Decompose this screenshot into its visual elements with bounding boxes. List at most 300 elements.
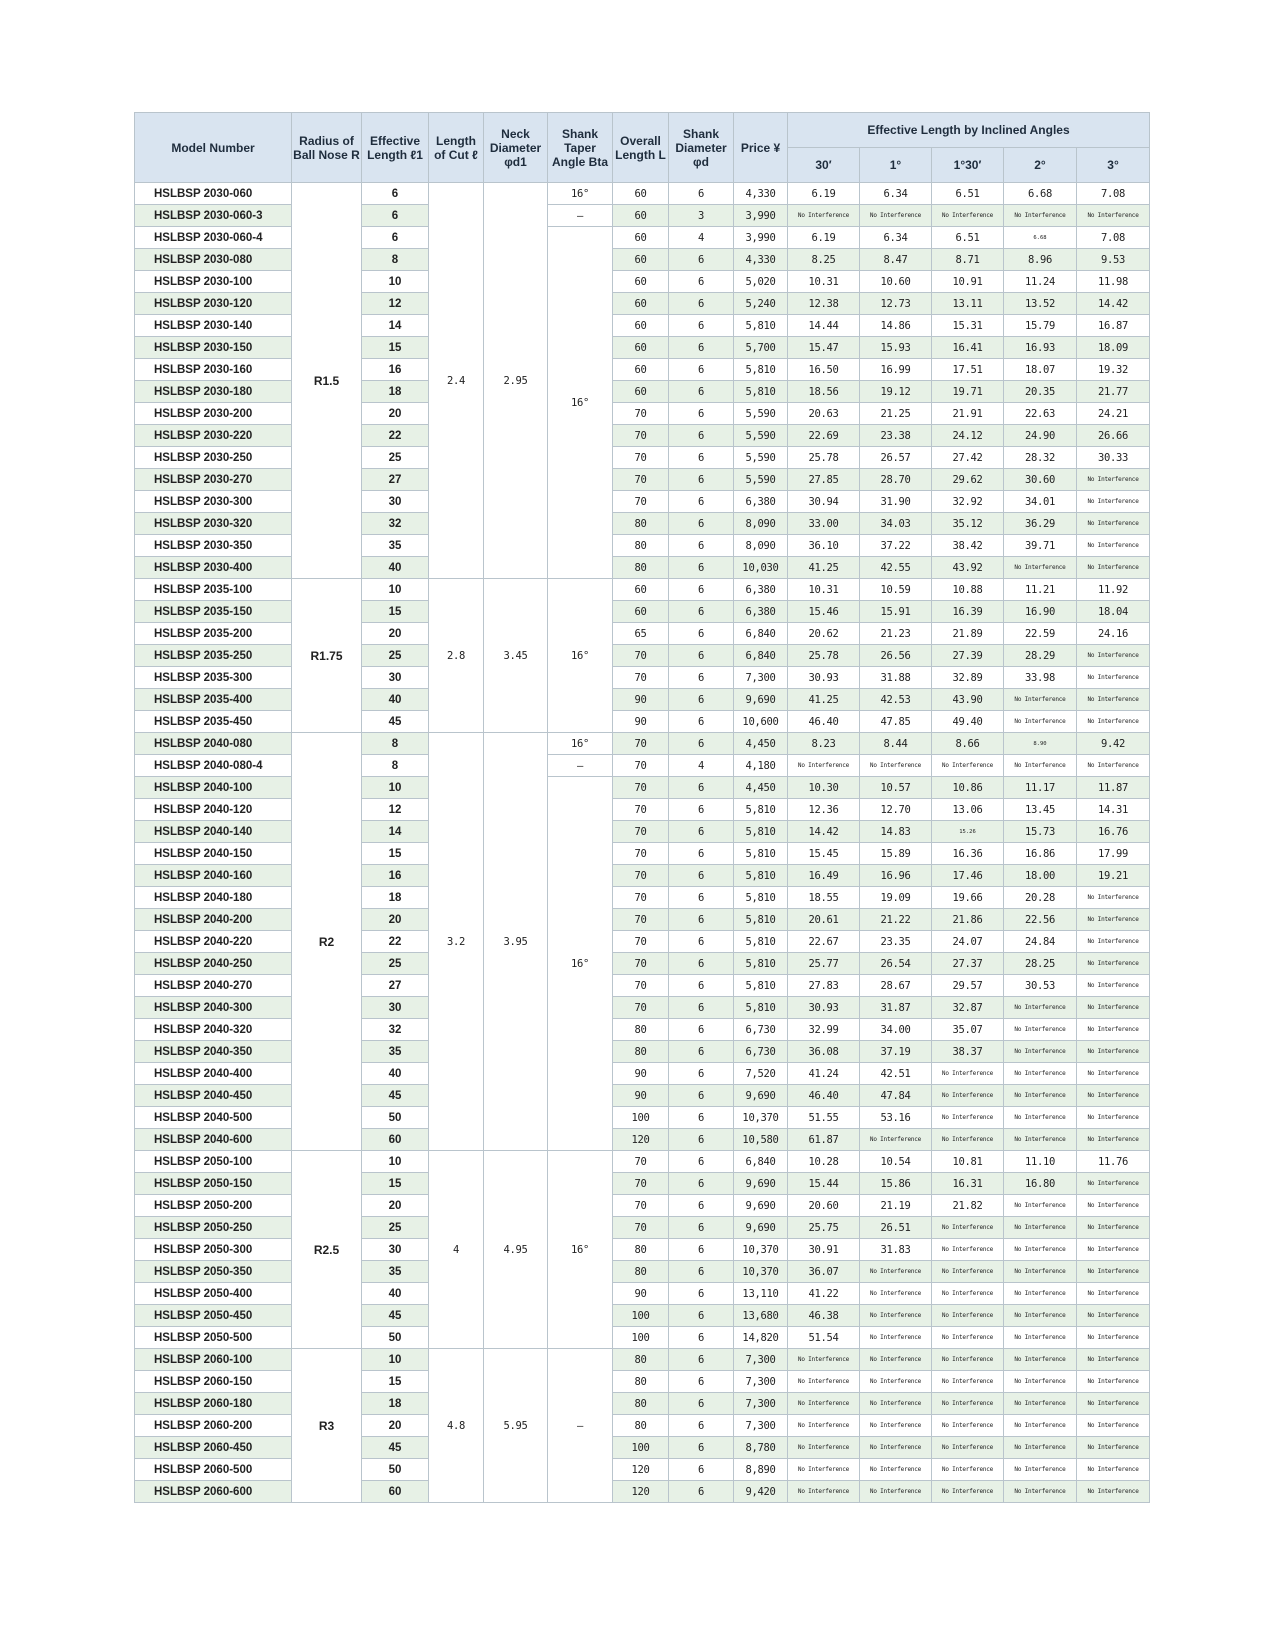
price-cell: 5,810	[734, 799, 788, 821]
price-cell: 5,590	[734, 447, 788, 469]
table-row	[135, 799, 1150, 821]
inclined-length-cell: No Interference	[1004, 1371, 1077, 1393]
inclined-length-cell: 23.38	[860, 425, 932, 447]
neck-diameter-cell: 3.45	[484, 579, 548, 733]
price-cell: 9,690	[734, 1173, 788, 1195]
length-of-cut-cell: 4	[429, 1151, 484, 1349]
table-row	[135, 1481, 1150, 1503]
inclined-length-cell: No Interference	[1004, 1459, 1077, 1481]
effective-length-cell: 15	[362, 1371, 429, 1393]
table-row	[135, 1393, 1150, 1415]
model-number-cell: HSLBSP 2030-060-3	[135, 205, 292, 227]
model-number-cell: HSLBSP 2040-100	[135, 777, 292, 799]
inclined-length-cell: No Interference	[788, 755, 860, 777]
inclined-length-cell: 6.68	[1004, 183, 1077, 205]
inclined-length-cell: 16.31	[932, 1173, 1004, 1195]
effective-length-cell: 25	[362, 645, 429, 667]
overall-length-cell: 60	[613, 337, 669, 359]
effective-length-cell: 35	[362, 1261, 429, 1283]
inclined-length-cell: 27.85	[788, 469, 860, 491]
radius-cell: R1.5	[292, 183, 362, 579]
header-price: Price ¥	[734, 113, 788, 183]
overall-length-cell: 70	[613, 931, 669, 953]
inclined-length-cell: No Interference	[1004, 205, 1077, 227]
effective-length-cell: 16	[362, 359, 429, 381]
shank-taper-cell: —	[548, 755, 613, 777]
price-cell: 8,890	[734, 1459, 788, 1481]
price-cell: 9,690	[734, 689, 788, 711]
effective-length-cell: 10	[362, 1349, 429, 1371]
shank-diameter-cell: 6	[669, 359, 734, 381]
inclined-length-cell: No Interference	[860, 1371, 932, 1393]
price-cell: 5,020	[734, 271, 788, 293]
effective-length-cell: 30	[362, 997, 429, 1019]
inclined-length-cell: 33.98	[1004, 667, 1077, 689]
model-number-cell: HSLBSP 2040-350	[135, 1041, 292, 1063]
inclined-length-cell: 11.87	[1077, 777, 1150, 799]
inclined-length-cell: 17.99	[1077, 843, 1150, 865]
inclined-length-cell: 28.32	[1004, 447, 1077, 469]
overall-length-cell: 70	[613, 447, 669, 469]
table-row	[135, 227, 1150, 249]
model-number-cell: HSLBSP 2040-450	[135, 1085, 292, 1107]
table-row	[135, 1459, 1150, 1481]
inclined-length-cell: 24.07	[932, 931, 1004, 953]
neck-diameter-cell: 5.95	[484, 1349, 548, 1503]
inclined-length-cell: No Interference	[932, 1459, 1004, 1481]
effective-length-cell: 10	[362, 579, 429, 601]
inclined-length-cell: 24.90	[1004, 425, 1077, 447]
inclined-length-cell: 22.59	[1004, 623, 1077, 645]
table-row	[135, 887, 1150, 909]
price-cell: 6,730	[734, 1019, 788, 1041]
inclined-length-cell: No Interference	[932, 1305, 1004, 1327]
inclined-length-cell: No Interference	[788, 1371, 860, 1393]
inclined-length-cell: 8.71	[932, 249, 1004, 271]
inclined-length-cell: 8.25	[788, 249, 860, 271]
inclined-length-cell: 35.12	[932, 513, 1004, 535]
inclined-length-cell: No Interference	[860, 1327, 932, 1349]
price-cell: 8,090	[734, 535, 788, 557]
inclined-length-cell: No Interference	[1077, 755, 1150, 777]
shank-diameter-cell: 6	[669, 337, 734, 359]
inclined-length-cell: 8.23	[788, 733, 860, 755]
table-row	[135, 1151, 1150, 1173]
overall-length-cell: 70	[613, 403, 669, 425]
price-cell: 5,810	[734, 381, 788, 403]
shank-taper-cell: —	[548, 205, 613, 227]
inclined-length-cell: 17.46	[932, 865, 1004, 887]
radius-cell: R1.75	[292, 579, 362, 733]
model-number-cell: HSLBSP 2030-140	[135, 315, 292, 337]
header-overall-length: Overall Length L	[613, 113, 669, 183]
model-number-cell: HSLBSP 2030-320	[135, 513, 292, 535]
inclined-length-cell: 41.25	[788, 557, 860, 579]
model-number-cell: HSLBSP 2035-100	[135, 579, 292, 601]
model-number-cell: HSLBSP 2060-600	[135, 1481, 292, 1503]
table-row	[135, 381, 1150, 403]
inclined-length-cell: No Interference	[860, 755, 932, 777]
inclined-length-cell: 14.83	[860, 821, 932, 843]
inclined-length-cell: 10.57	[860, 777, 932, 799]
inclined-length-cell: No Interference	[1077, 1041, 1150, 1063]
inclined-length-cell: 16.36	[932, 843, 1004, 865]
effective-length-cell: 50	[362, 1327, 429, 1349]
inclined-length-cell: 39.71	[1004, 535, 1077, 557]
inclined-length-cell: No Interference	[1004, 1261, 1077, 1283]
price-cell: 5,810	[734, 931, 788, 953]
inclined-length-cell: 8.96	[1004, 249, 1077, 271]
header-inclined-angles: Effective Length by Inclined Angles	[788, 113, 1150, 148]
inclined-length-cell: 19.12	[860, 381, 932, 403]
inclined-length-cell: No Interference	[860, 1415, 932, 1437]
inclined-length-cell: No Interference	[860, 1129, 932, 1151]
table-row	[135, 1173, 1150, 1195]
shank-diameter-cell: 6	[669, 381, 734, 403]
inclined-length-cell: No Interference	[932, 1371, 1004, 1393]
inclined-length-cell: No Interference	[1004, 1305, 1077, 1327]
inclined-length-cell: 15.45	[788, 843, 860, 865]
inclined-length-cell: No Interference	[1004, 1415, 1077, 1437]
effective-length-cell: 40	[362, 1063, 429, 1085]
table-header	[135, 113, 1150, 183]
effective-length-cell: 18	[362, 1393, 429, 1415]
table-row	[135, 1349, 1150, 1371]
inclined-length-cell: 10.31	[788, 271, 860, 293]
shank-diameter-cell: 6	[669, 1261, 734, 1283]
inclined-length-cell: No Interference	[1004, 1349, 1077, 1371]
effective-length-cell: 16	[362, 865, 429, 887]
shank-diameter-cell: 6	[669, 1393, 734, 1415]
inclined-length-cell: 14.31	[1077, 799, 1150, 821]
price-cell: 6,380	[734, 579, 788, 601]
inclined-length-cell: No Interference	[1004, 755, 1077, 777]
model-number-cell: HSLBSP 2035-150	[135, 601, 292, 623]
shank-diameter-cell: 6	[669, 1283, 734, 1305]
inclined-length-cell: 6.34	[860, 227, 932, 249]
inclined-length-cell: 14.42	[1077, 293, 1150, 315]
table-row	[135, 271, 1150, 293]
header-length-of-cut: Length of Cut ℓ	[429, 113, 484, 183]
inclined-length-cell: 27.39	[932, 645, 1004, 667]
inclined-length-cell: 15.91	[860, 601, 932, 623]
inclined-length-cell: No Interference	[932, 1107, 1004, 1129]
inclined-length-cell: No Interference	[860, 1283, 932, 1305]
inclined-length-cell: No Interference	[860, 1349, 932, 1371]
inclined-length-cell: No Interference	[1004, 1393, 1077, 1415]
price-cell: 6,730	[734, 1041, 788, 1063]
inclined-length-cell: No Interference	[1077, 1349, 1150, 1371]
inclined-length-cell: No Interference	[1004, 1283, 1077, 1305]
inclined-length-cell: 19.09	[860, 887, 932, 909]
table-row	[135, 403, 1150, 425]
overall-length-cell: 100	[613, 1107, 669, 1129]
inclined-length-cell: 18.04	[1077, 601, 1150, 623]
inclined-length-cell: No Interference	[1077, 1129, 1150, 1151]
inclined-length-cell: 11.17	[1004, 777, 1077, 799]
shank-diameter-cell: 6	[669, 1151, 734, 1173]
inclined-length-cell: No Interference	[1077, 909, 1150, 931]
inclined-length-cell: No Interference	[860, 1305, 932, 1327]
table-row	[135, 689, 1150, 711]
price-cell: 5,240	[734, 293, 788, 315]
inclined-length-cell: No Interference	[788, 1481, 860, 1503]
inclined-length-cell: 16.90	[1004, 601, 1077, 623]
overall-length-cell: 60	[613, 271, 669, 293]
overall-length-cell: 70	[613, 799, 669, 821]
inclined-length-cell: 12.70	[860, 799, 932, 821]
inclined-length-cell: 11.21	[1004, 579, 1077, 601]
radius-cell: R2	[292, 733, 362, 1151]
overall-length-cell: 90	[613, 1063, 669, 1085]
inclined-length-cell: No Interference	[1077, 1481, 1150, 1503]
inclined-length-cell: No Interference	[1077, 667, 1150, 689]
overall-length-cell: 70	[613, 909, 669, 931]
table-row	[135, 1261, 1150, 1283]
inclined-length-cell: 26.57	[860, 447, 932, 469]
model-number-cell: HSLBSP 2050-100	[135, 1151, 292, 1173]
shank-diameter-cell: 6	[669, 1107, 734, 1129]
overall-length-cell: 80	[613, 1349, 669, 1371]
shank-diameter-cell: 6	[669, 1327, 734, 1349]
inclined-length-cell: 22.63	[1004, 403, 1077, 425]
shank-diameter-cell: 6	[669, 183, 734, 205]
table-row	[135, 1195, 1150, 1217]
inclined-length-cell: 19.71	[932, 381, 1004, 403]
shank-diameter-cell: 6	[669, 799, 734, 821]
inclined-length-cell: No Interference	[860, 1393, 932, 1415]
table-row	[135, 469, 1150, 491]
inclined-length-cell: 15.46	[788, 601, 860, 623]
overall-length-cell: 70	[613, 1173, 669, 1195]
table-row	[135, 1063, 1150, 1085]
table-row	[135, 1085, 1150, 1107]
table-row	[135, 667, 1150, 689]
inclined-length-cell: No Interference	[1077, 1195, 1150, 1217]
inclined-length-cell: 11.10	[1004, 1151, 1077, 1173]
inclined-length-cell: 16.49	[788, 865, 860, 887]
model-number-cell: HSLBSP 2040-080-4	[135, 755, 292, 777]
inclined-length-cell: 28.70	[860, 469, 932, 491]
effective-length-cell: 40	[362, 689, 429, 711]
table-row	[135, 755, 1150, 777]
price-cell: 4,180	[734, 755, 788, 777]
shank-diameter-cell: 6	[669, 777, 734, 799]
table-row	[135, 183, 1150, 205]
model-number-cell: HSLBSP 2050-250	[135, 1217, 292, 1239]
inclined-length-cell: 22.67	[788, 931, 860, 953]
effective-length-cell: 27	[362, 469, 429, 491]
price-cell: 6,380	[734, 491, 788, 513]
inclined-length-cell: No Interference	[1077, 469, 1150, 491]
inclined-length-cell: 7.08	[1077, 183, 1150, 205]
overall-length-cell: 120	[613, 1481, 669, 1503]
shank-diameter-cell: 6	[669, 997, 734, 1019]
table-row	[135, 843, 1150, 865]
inclined-length-cell: 46.40	[788, 711, 860, 733]
inclined-length-cell: 21.25	[860, 403, 932, 425]
inclined-length-cell: 26.56	[860, 645, 932, 667]
inclined-length-cell: 18.55	[788, 887, 860, 909]
inclined-length-cell: No Interference	[1077, 491, 1150, 513]
shank-diameter-cell: 6	[669, 491, 734, 513]
inclined-length-cell: No Interference	[1077, 1173, 1150, 1195]
price-cell: 5,590	[734, 469, 788, 491]
inclined-length-cell: No Interference	[1077, 1063, 1150, 1085]
inclined-length-cell: 22.69	[788, 425, 860, 447]
inclined-length-cell: No Interference	[1004, 1063, 1077, 1085]
table-row	[135, 249, 1150, 271]
inclined-length-cell: 25.77	[788, 953, 860, 975]
inclined-length-cell: No Interference	[932, 1327, 1004, 1349]
overall-length-cell: 70	[613, 821, 669, 843]
model-number-cell: HSLBSP 2035-250	[135, 645, 292, 667]
effective-length-cell: 10	[362, 1151, 429, 1173]
overall-length-cell: 60	[613, 579, 669, 601]
price-cell: 5,700	[734, 337, 788, 359]
inclined-length-cell: No Interference	[1004, 1239, 1077, 1261]
inclined-length-cell: No Interference	[932, 755, 1004, 777]
overall-length-cell: 90	[613, 1283, 669, 1305]
inclined-length-cell: 20.62	[788, 623, 860, 645]
inclined-length-cell: 8.44	[860, 733, 932, 755]
shank-diameter-cell: 6	[669, 513, 734, 535]
shank-diameter-cell: 6	[669, 535, 734, 557]
price-cell: 8,780	[734, 1437, 788, 1459]
shank-diameter-cell: 6	[669, 1129, 734, 1151]
inclined-length-cell: 15.44	[788, 1173, 860, 1195]
table-row	[135, 645, 1150, 667]
inclined-length-cell: 10.81	[932, 1151, 1004, 1173]
shank-diameter-cell: 6	[669, 975, 734, 997]
price-cell: 10,370	[734, 1239, 788, 1261]
overall-length-cell: 70	[613, 755, 669, 777]
table-row	[135, 1327, 1150, 1349]
radius-cell: R2.5	[292, 1151, 362, 1349]
table-row	[135, 711, 1150, 733]
shank-diameter-cell: 6	[669, 271, 734, 293]
model-number-cell: HSLBSP 2030-300	[135, 491, 292, 513]
overall-length-cell: 80	[613, 1019, 669, 1041]
inclined-length-cell: 16.99	[860, 359, 932, 381]
shank-diameter-cell: 6	[669, 447, 734, 469]
inclined-length-cell: 26.66	[1077, 425, 1150, 447]
inclined-length-cell: 32.87	[932, 997, 1004, 1019]
inclined-length-cell: No Interference	[1077, 1217, 1150, 1239]
effective-length-cell: 12	[362, 293, 429, 315]
price-cell: 10,370	[734, 1261, 788, 1283]
price-cell: 5,590	[734, 403, 788, 425]
specification-table	[134, 112, 1150, 1503]
shank-diameter-cell: 6	[669, 1063, 734, 1085]
inclined-length-cell: 24.84	[1004, 931, 1077, 953]
inclined-length-cell: No Interference	[1004, 1019, 1077, 1041]
effective-length-cell: 60	[362, 1129, 429, 1151]
neck-diameter-cell: 3.95	[484, 733, 548, 1151]
table-row	[135, 1041, 1150, 1063]
table-row	[135, 1415, 1150, 1437]
inclined-length-cell: 16.86	[1004, 843, 1077, 865]
inclined-length-cell: 36.08	[788, 1041, 860, 1063]
inclined-length-cell: 41.22	[788, 1283, 860, 1305]
inclined-length-cell: No Interference	[1077, 689, 1150, 711]
table-row	[135, 535, 1150, 557]
inclined-length-cell: 20.63	[788, 403, 860, 425]
price-cell: 9,690	[734, 1195, 788, 1217]
inclined-length-cell: No Interference	[1004, 1085, 1077, 1107]
model-number-cell: HSLBSP 2040-080	[135, 733, 292, 755]
inclined-length-cell: 53.16	[860, 1107, 932, 1129]
overall-length-cell: 90	[613, 1085, 669, 1107]
price-cell: 5,810	[734, 997, 788, 1019]
inclined-length-cell: 36.07	[788, 1261, 860, 1283]
inclined-length-cell: No Interference	[860, 1261, 932, 1283]
shank-diameter-cell: 6	[669, 887, 734, 909]
shank-diameter-cell: 6	[669, 953, 734, 975]
model-number-cell: HSLBSP 2060-150	[135, 1371, 292, 1393]
model-number-cell: HSLBSP 2040-220	[135, 931, 292, 953]
inclined-length-cell: 51.54	[788, 1327, 860, 1349]
overall-length-cell: 65	[613, 623, 669, 645]
shank-diameter-cell: 6	[669, 1019, 734, 1041]
header-effective-length: Effective Length ℓ1	[362, 113, 429, 183]
inclined-length-cell: 25.78	[788, 645, 860, 667]
overall-length-cell: 80	[613, 557, 669, 579]
price-cell: 6,840	[734, 623, 788, 645]
inclined-length-cell: No Interference	[1004, 1041, 1077, 1063]
inclined-length-cell: No Interference	[1077, 1261, 1150, 1283]
inclined-length-cell: No Interference	[932, 1283, 1004, 1305]
inclined-length-cell: No Interference	[1077, 1437, 1150, 1459]
inclined-length-cell: 18.09	[1077, 337, 1150, 359]
shank-diameter-cell: 6	[669, 645, 734, 667]
inclined-length-cell: No Interference	[1077, 1019, 1150, 1041]
inclined-length-cell: No Interference	[1077, 1371, 1150, 1393]
overall-length-cell: 120	[613, 1459, 669, 1481]
effective-length-cell: 32	[362, 1019, 429, 1041]
inclined-length-cell: 43.92	[932, 557, 1004, 579]
inclined-length-cell: No Interference	[1077, 1415, 1150, 1437]
inclined-length-cell: 9.42	[1077, 733, 1150, 755]
inclined-length-cell: 24.16	[1077, 623, 1150, 645]
inclined-length-cell: 25.75	[788, 1217, 860, 1239]
overall-length-cell: 70	[613, 997, 669, 1019]
shank-diameter-cell: 6	[669, 1085, 734, 1107]
shank-diameter-cell: 6	[669, 1173, 734, 1195]
inclined-length-cell: No Interference	[932, 1415, 1004, 1437]
header-angle: 1°	[860, 148, 932, 183]
inclined-length-cell: 31.88	[860, 667, 932, 689]
shank-diameter-cell: 6	[669, 293, 734, 315]
shank-diameter-cell: 6	[669, 733, 734, 755]
inclined-length-cell: 49.40	[932, 711, 1004, 733]
model-number-cell: HSLBSP 2030-200	[135, 403, 292, 425]
shank-diameter-cell: 6	[669, 425, 734, 447]
header-radius: Radius of Ball Nose R	[292, 113, 362, 183]
inclined-length-cell: 15.26	[932, 821, 1004, 843]
shank-diameter-cell: 6	[669, 557, 734, 579]
overall-length-cell: 60	[613, 359, 669, 381]
overall-length-cell: 100	[613, 1327, 669, 1349]
overall-length-cell: 70	[613, 491, 669, 513]
inclined-length-cell: No Interference	[1077, 711, 1150, 733]
overall-length-cell: 70	[613, 887, 669, 909]
overall-length-cell: 70	[613, 645, 669, 667]
inclined-length-cell: No Interference	[932, 1217, 1004, 1239]
inclined-length-cell: 32.89	[932, 667, 1004, 689]
length-of-cut-cell: 2.4	[429, 183, 484, 579]
inclined-length-cell: 23.35	[860, 931, 932, 953]
